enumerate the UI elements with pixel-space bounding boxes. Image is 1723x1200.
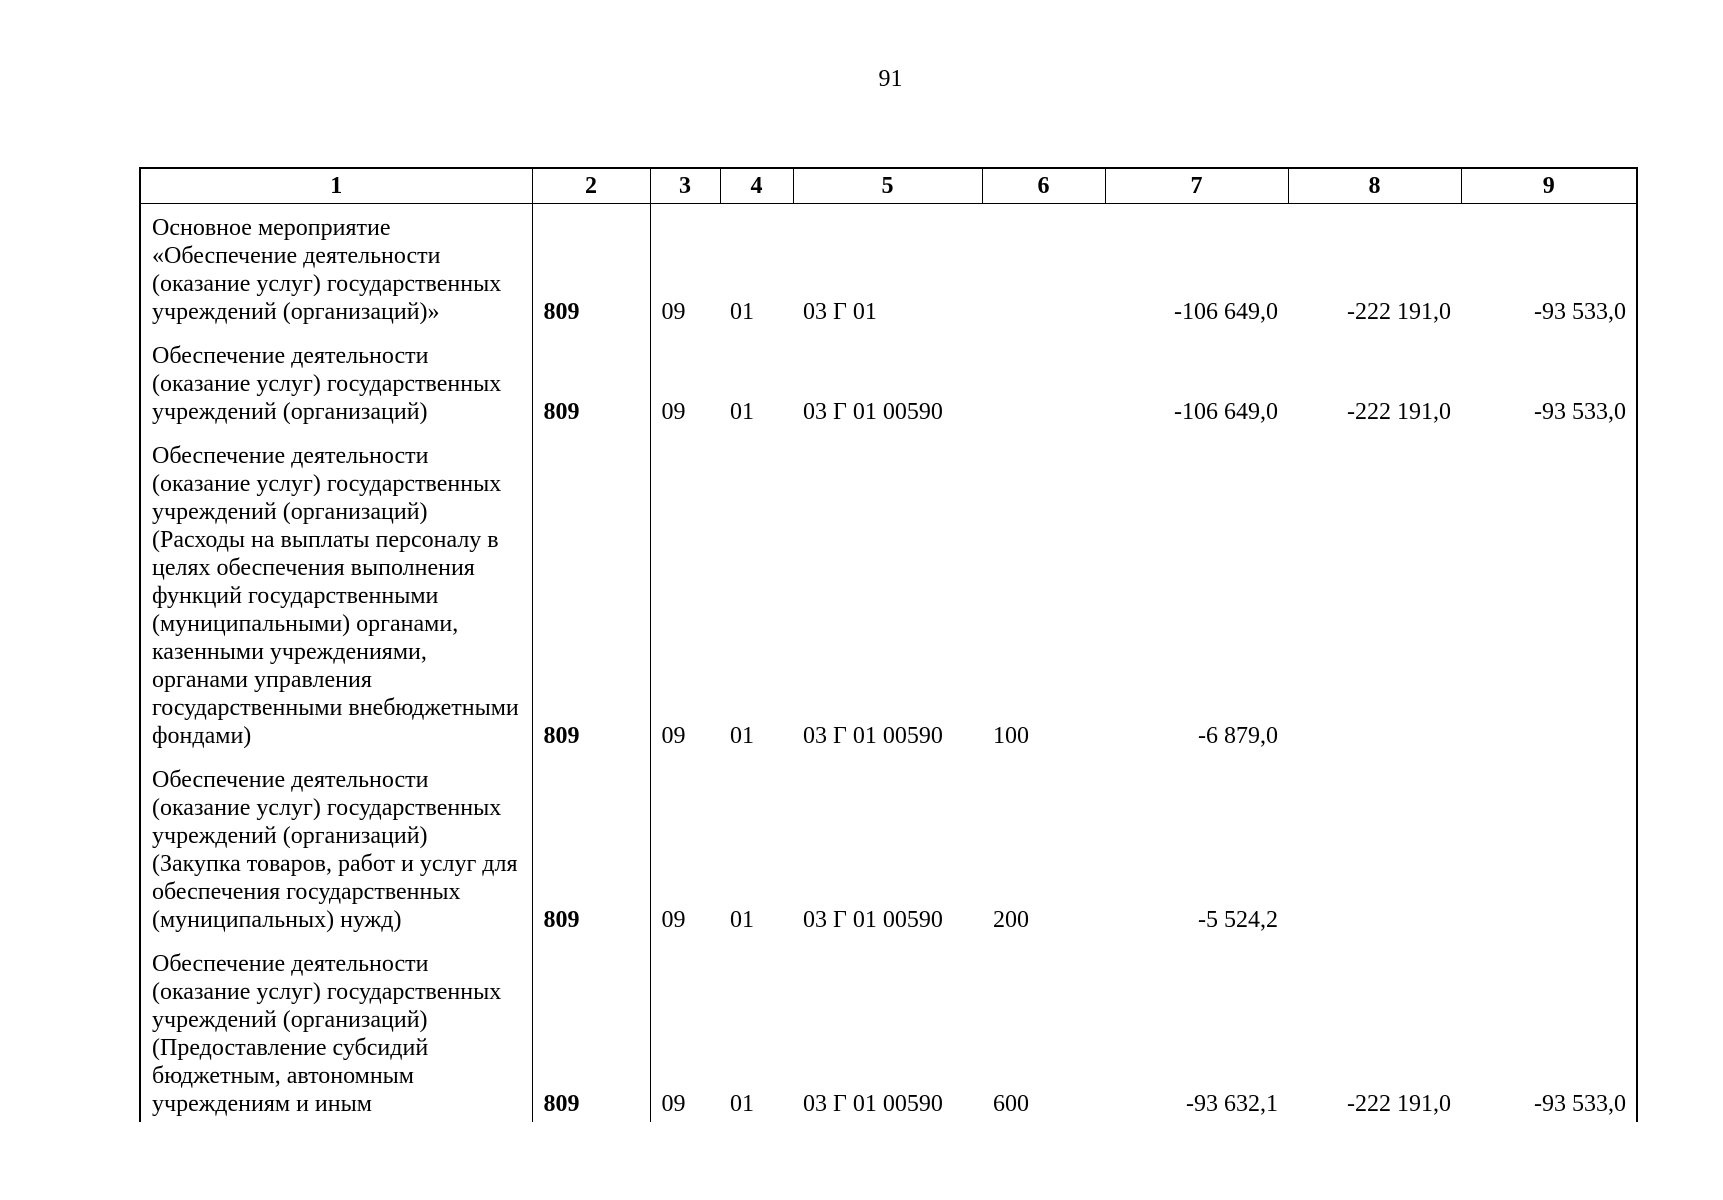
row-value-8: -222 191,0: [1347, 399, 1451, 425]
row-value-9: [1461, 430, 1637, 754]
header-col-8: 8: [1288, 168, 1461, 204]
table-row: [140, 430, 1637, 754]
row-value-8: [1288, 754, 1461, 938]
header-col-5: 5: [793, 168, 982, 204]
table-row: [140, 938, 1637, 1122]
row-name: Основное мероприятие «Обеспечение деятельности (оказание услуг) государственных учреждений (организаций)»: [152, 215, 502, 325]
row-value-7: -6 879,0: [1198, 723, 1278, 749]
row-value-8: [1288, 430, 1461, 754]
row-name: Обеспечение деятельности (оказание услуг) государственных учреждений (организаций) (Предоставление субсидий бюджетным, автономным учреждениям и иным: [152, 951, 502, 1117]
row-code-5: 03 Г 01: [803, 299, 877, 325]
page-number: 91: [878, 66, 903, 92]
row-code-4: 01: [730, 723, 754, 749]
row-value-7: -106 649,0: [1174, 299, 1278, 325]
row-code-4: 01: [730, 299, 754, 325]
row-code-6: 100: [993, 723, 1029, 749]
row-code-5: 03 Г 01 00590: [803, 723, 943, 749]
row-code-5: 03 Г 01 00590: [803, 399, 943, 425]
row-code-3: 09: [661, 299, 686, 325]
budget-table: [139, 167, 1638, 1122]
row-code-6: 600: [993, 1091, 1029, 1117]
row-code-5: 03 Г 01 00590: [803, 1091, 943, 1117]
header-col-7: 7: [1105, 168, 1288, 204]
row-code-4: 01: [730, 907, 754, 933]
row-code-3: 09: [661, 723, 686, 749]
row-value-9: -93 533,0: [1534, 299, 1626, 325]
header-col-3: 3: [650, 168, 720, 204]
row-code-3: 09: [661, 399, 686, 425]
row-value-9: -93 533,0: [1534, 399, 1626, 425]
table-row: [140, 204, 1637, 331]
row-name: Обеспечение деятельности (оказание услуг) государственных учреждений (организаций) (Расходы на выплаты персоналу в целях обеспечения выполнения функций государственными (муниципальными) органами, казенными учреждениями, органами управления государственными внебюджетными фондами): [152, 443, 519, 749]
header-col-9: 9: [1461, 168, 1637, 204]
row-code-4: 01: [730, 399, 754, 425]
row-code-2: 809: [532, 938, 650, 1122]
row-code-6: 200: [993, 907, 1029, 933]
row-code-3: 09: [661, 907, 686, 933]
header-row: [140, 168, 1637, 204]
row-code-6: [982, 330, 1105, 430]
row-code-5: 03 Г 01 00590: [803, 907, 943, 933]
row-value-7: -106 649,0: [1174, 399, 1278, 425]
row-code-4: 01: [730, 1091, 754, 1117]
row-value-8: -222 191,0: [1347, 1091, 1451, 1117]
row-code-2: 809: [532, 754, 650, 938]
row-value-9: -93 533,0: [1534, 1091, 1626, 1117]
row-name: Обеспечение деятельности (оказание услуг) государственных учреждений (организаций): [152, 343, 502, 425]
row-code-2: 809: [532, 204, 650, 331]
table-row: [140, 754, 1637, 938]
table-row: [140, 330, 1637, 430]
row-value-7: -93 632,1: [1186, 1091, 1278, 1117]
row-code-2: 809: [532, 330, 650, 430]
row-value-9: [1461, 754, 1637, 938]
header-col-6: 6: [982, 168, 1105, 204]
header-col-2: 2: [532, 168, 650, 204]
row-code-2: 809: [532, 430, 650, 754]
row-value-8: -222 191,0: [1347, 299, 1451, 325]
row-code-3: 09: [661, 1091, 686, 1117]
header-col-4: 4: [720, 168, 793, 204]
header-col-1: 1: [140, 168, 532, 204]
row-value-7: -5 524,2: [1198, 907, 1278, 933]
row-code-6: [982, 204, 1105, 331]
row-name: Обеспечение деятельности (оказание услуг) государственных учреждений (организаций) (Закупка товаров, работ и услуг для обеспечения государственных (муниципальных) нужд): [152, 767, 518, 933]
